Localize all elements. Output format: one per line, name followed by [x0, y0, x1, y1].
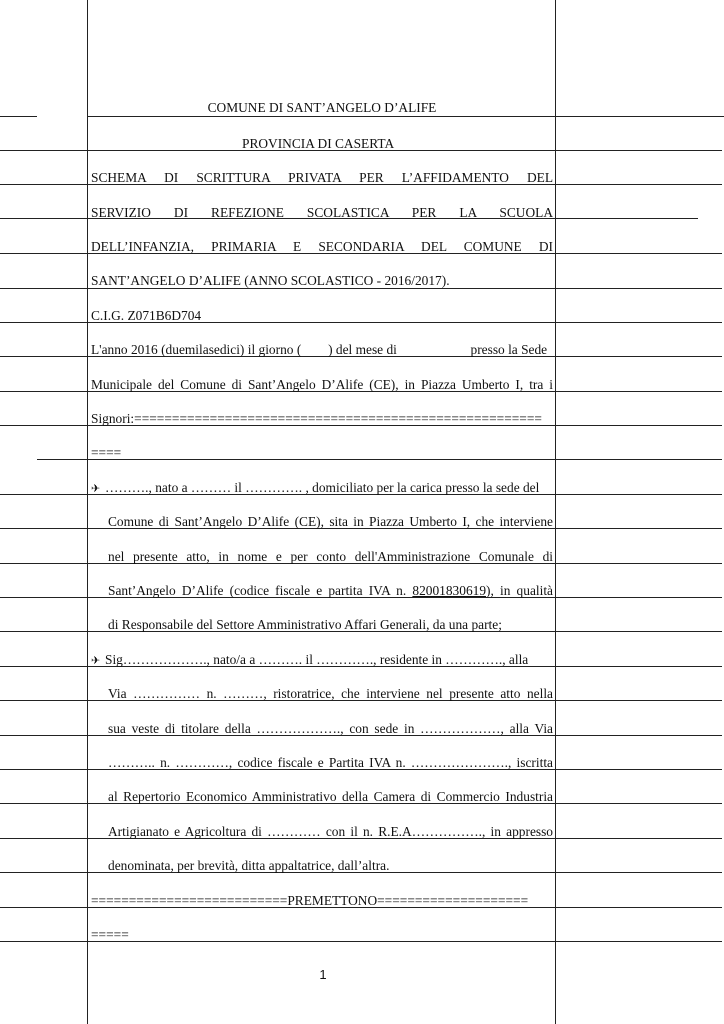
title-line: SANT’ANGELO D’ALIFE (ANNO SCOLASTICO - 2016/2017). [91, 273, 450, 288]
airplane-bullet-icon: ✈ [91, 482, 101, 495]
page-number: 1 [319, 967, 327, 982]
intro-line: L'anno 2016 (duemilasedici) il giorno ( ) del mese di presso la Sede [91, 342, 548, 357]
title-line: SCHEMA DI SCRITTURA PRIVATA PER L’AFFIDAMENTO DEL [91, 170, 553, 185]
party1-first-line [91, 478, 553, 498]
header-comune: COMUNE DI SANT’ANGELO D’ALIFE [207, 100, 437, 115]
intro-line: Signori:====================================================== [91, 411, 542, 426]
party2-line: al Repertorio Economico Amministrativo della Camera di Commercio Industria [108, 789, 553, 804]
right-margin-line [555, 0, 556, 1024]
premettono-heading: ==========================PREMETTONO==================== [91, 893, 529, 908]
title-line: DELL’INFANZIA, PRIMARIA E SECONDARIA DEL COMUNE DI [91, 239, 553, 254]
left-margin-line [87, 0, 88, 1024]
title-line: SERVIZIO DI REFEZIONE SCOLASTICA PER LA SCUOLA [91, 205, 553, 220]
party1-text: Sant’Angelo D’Alife (codice fiscale e partita IVA n. [108, 583, 413, 598]
rule [0, 116, 37, 117]
party1-text: ), in qualità [486, 583, 553, 598]
party2-first-line [91, 650, 553, 670]
intro-line: Municipale del Comune di Sant’Angelo D’Alife (CE), in Piazza Umberto I, tra i [91, 377, 553, 392]
party1-line: di Responsabile del Settore Amministrativo Affari Generali, da una parte; [108, 617, 502, 632]
party1-line: Comune di Sant’Angelo D’Alife (CE), sita in Piazza Umberto I, che interviene [108, 514, 553, 529]
airplane-bullet-icon: ✈ [91, 654, 101, 667]
codice-fiscale: 82001830619 [412, 583, 487, 598]
party2-line: denominata, per brevità, ditta appaltatrice, dall’altra. [108, 858, 390, 873]
party2-line: sua veste di titolare della ………………., con sede in ………………, alla Via [108, 721, 553, 736]
party1-line [108, 581, 553, 601]
party2-line: ……….. n. …………, codice fiscale e Partita IVA n. …………………., iscritta [108, 755, 553, 770]
party1-line: nel presente atto, in nome e per conto dell'Amministrazione Comunale di [108, 549, 553, 564]
party2-line: Via …………… n. ………, ristoratrice, che interviene nel presente atto nella [108, 686, 553, 701]
header-provincia: PROVINCIA DI CASERTA [242, 136, 395, 151]
party2-line: Artigianato e Agricoltura di ………… con il n. R.E.A……………., in appresso [108, 824, 553, 839]
rule [556, 116, 724, 117]
intro-line: ==== [91, 445, 122, 460]
premettono-heading: ===== [91, 927, 129, 942]
party2-text: Sig………………., nato/a a ………. il …………., residente in …………., alla [105, 652, 529, 667]
cig-code: C.I.G. Z071B6D704 [91, 308, 202, 323]
party1-text: ………., nato a ……… il …………. , domiciliato per la carica presso la sede del [105, 480, 540, 495]
